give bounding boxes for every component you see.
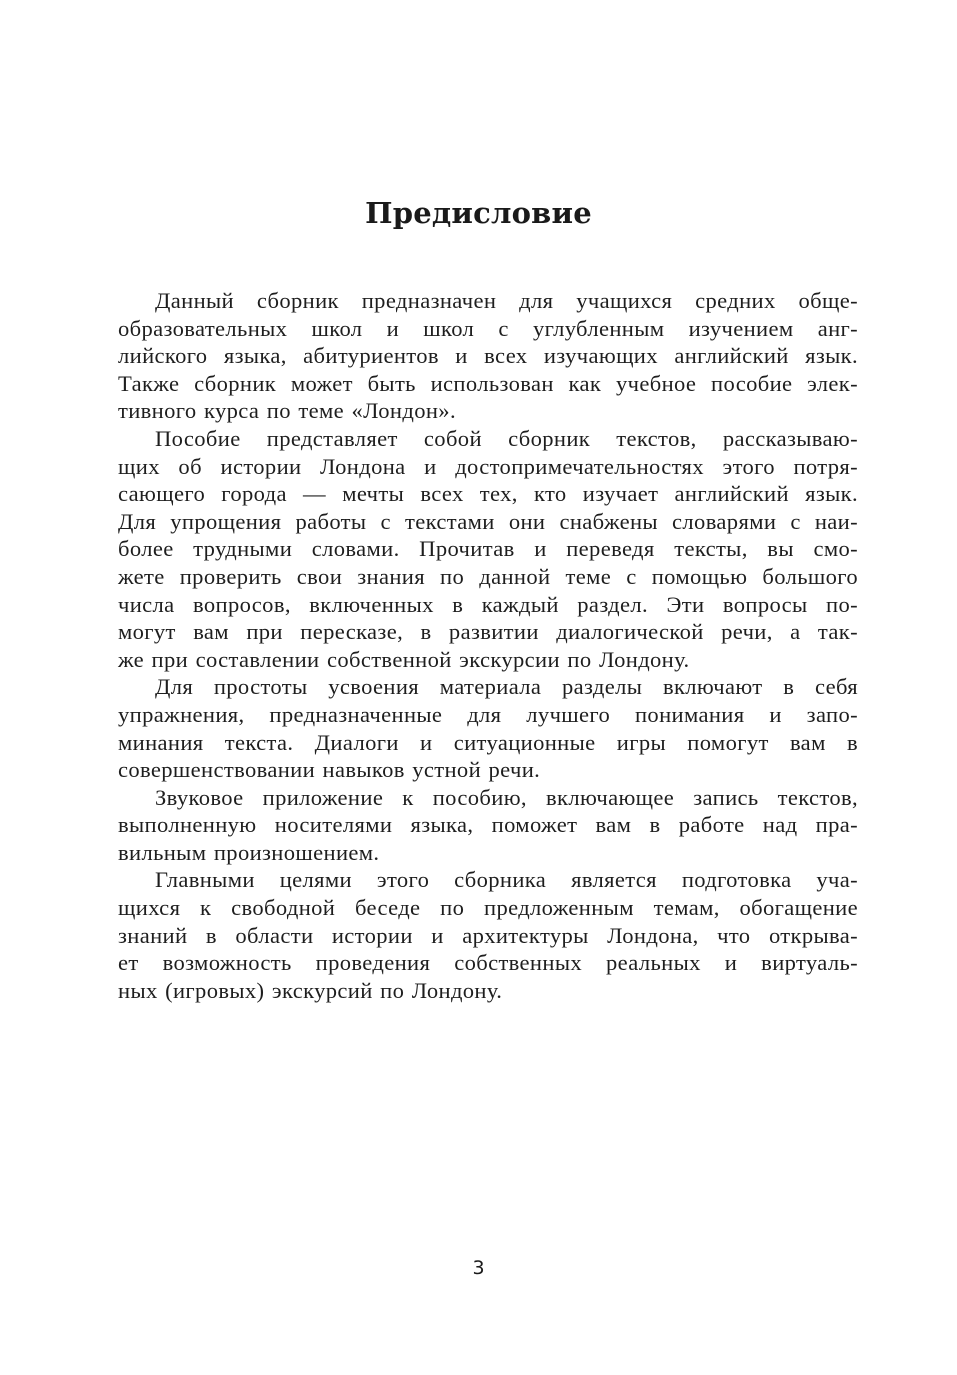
text-line: могут вам при пересказе, в развитии диалогической речи, а так-	[118, 619, 858, 645]
paragraph-1	[118, 287, 858, 425]
text-line: щихся к свободной беседе по предложенным темам, обогащение	[118, 895, 858, 921]
text-line: же при составлении собственной экскурсии по Лондону.	[118, 646, 690, 672]
text-line: Для упрощения работы с текстами они снабжены словарями с наи-	[118, 508, 858, 534]
paragraph-5	[118, 866, 858, 1004]
text-line: Также сборник может быть использован как учебное пособие элек-	[118, 370, 858, 396]
page-number: 3	[472, 1257, 485, 1279]
page-title: Предисловие	[365, 196, 592, 230]
paragraph-4	[118, 784, 858, 867]
text-line: минания текста. Диалоги и ситуационные игры помогут вам в	[118, 729, 858, 755]
text-line: выполненную носителями языка, поможет вам в работе над пра-	[118, 812, 858, 838]
text-line: Данный сборник предназначен для учащихся средних обще-	[155, 288, 858, 313]
text-line: Звуковое приложение к пособию, включающее запись текстов,	[155, 784, 858, 810]
text-line: лийского языка, абитуриентов и всех изучающих английский язык.	[118, 343, 858, 369]
paragraph-3	[118, 673, 858, 783]
text-line: Главными целями этого сборника является подготовка уча-	[155, 867, 858, 893]
text-line: ных (игровых) экскурсий по Лондону.	[118, 977, 503, 1003]
text-line: жете проверить свои знания по данной теме с помощью большого	[118, 563, 858, 589]
text-line: упражнения, предназначенные для лучшего понимания и запо-	[118, 701, 858, 727]
text-line: Пособие представляет собой сборник текстов, рассказываю-	[155, 425, 858, 451]
text-line: образовательных школ и школ с углубленным изучением анг-	[118, 315, 858, 341]
text-line: знаний в области истории и архитектуры Лондона, что открыва-	[118, 922, 858, 948]
text-line: Для простоты усвоения материала разделы включают в себя	[155, 674, 858, 700]
text-line: числа вопросов, включенных в каждый раздел. Эти вопросы по-	[118, 591, 858, 617]
text-line: сающего города — мечты всех тех, кто изучает английский язык.	[118, 481, 858, 507]
preface-body	[118, 287, 858, 1004]
text-line: вильным произношением.	[118, 839, 380, 865]
text-line: ет возможность проведения собственных реальных и виртуаль-	[118, 950, 858, 976]
text-line: более трудными словами. Прочитав и переведя тексты, вы смо-	[118, 536, 858, 562]
text-line: совершенствовании навыков устной речи.	[118, 757, 541, 783]
text-line: тивного курса по теме «Лондон».	[118, 398, 456, 424]
paragraph-2	[118, 425, 858, 673]
text-line: щих об истории Лондона и достопримечательностях этого потря-	[118, 453, 858, 479]
